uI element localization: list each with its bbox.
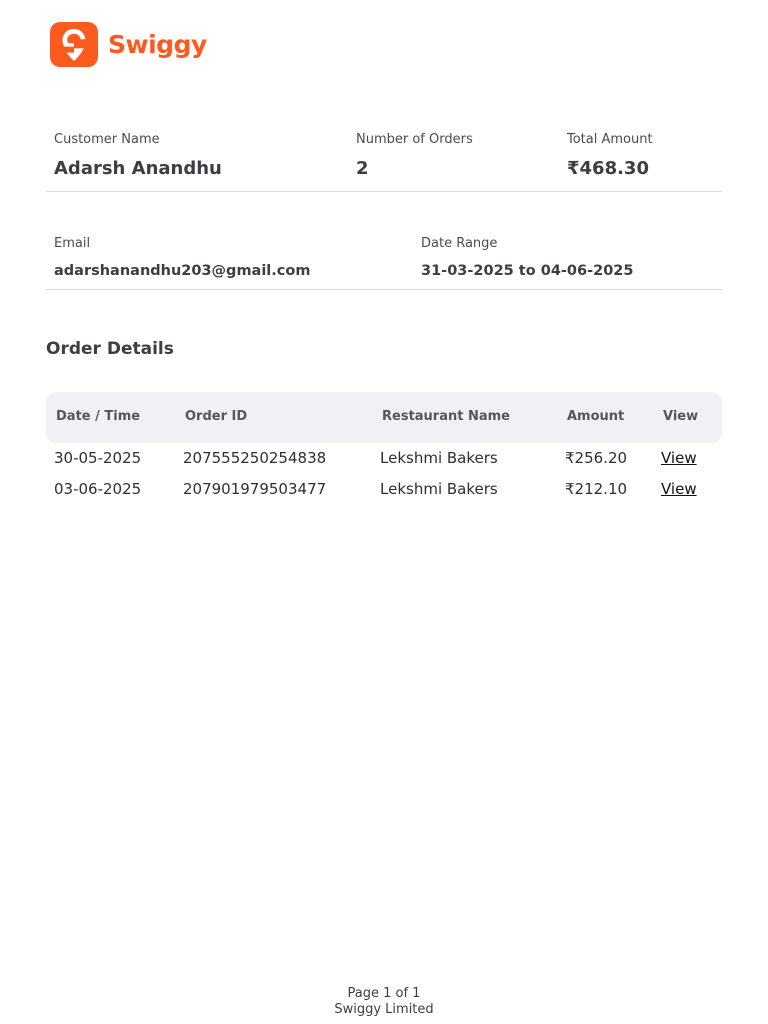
total-amount-label: Total Amount	[567, 132, 653, 147]
date-range-label: Date Range	[421, 236, 498, 251]
order-id: 207555250254838	[183, 449, 327, 467]
brand-name: Swiggy	[108, 30, 207, 59]
orders-count-label: Number of Orders	[356, 132, 473, 147]
contact-row	[46, 230, 722, 290]
order-details-title: Order Details	[46, 339, 174, 359]
orders-table	[46, 392, 722, 511]
email-value: adarshanandhu203@gmail.com	[54, 263, 311, 279]
table-row	[46, 449, 722, 480]
company-name: Swiggy Limited	[334, 1002, 434, 1017]
customer-name-label: Customer Name	[54, 132, 160, 147]
email-cell	[54, 230, 310, 279]
restaurant-name: Lekshmi Bakers	[380, 480, 498, 498]
swiggy-pin-icon	[50, 22, 98, 67]
order-amount: ₹256.20	[565, 449, 628, 467]
order-amount: ₹212.10	[565, 480, 628, 498]
table-row	[46, 480, 722, 511]
table-header	[46, 392, 722, 443]
customer-name-cell	[54, 126, 222, 179]
column-header-restaurant: Restaurant Name	[382, 409, 511, 424]
summary-row	[46, 126, 722, 192]
total-amount-cell	[567, 126, 653, 179]
order-date: 03-06-2025	[54, 480, 142, 498]
view-order-link[interactable]: View	[661, 449, 697, 467]
customer-name-value: Adarsh Anandhu	[54, 158, 222, 179]
column-header-order-id: Order ID	[185, 409, 248, 424]
email-label: Email	[54, 236, 91, 251]
total-amount-value: ₹468.30	[567, 158, 649, 179]
swiggy-logo	[50, 22, 207, 67]
page-number: Page 1 of 1	[347, 986, 421, 1001]
order-date: 30-05-2025	[54, 449, 142, 467]
column-header-amount: Amount	[567, 409, 625, 424]
orders-count-value: 2	[356, 158, 369, 179]
column-header-date: Date / Time	[56, 409, 141, 424]
page-footer	[0, 986, 768, 1018]
date-range-value: 31-03-2025 to 04-06-2025	[421, 263, 634, 279]
view-order-link[interactable]: View	[661, 480, 697, 498]
column-header-view: View	[663, 409, 699, 424]
restaurant-name: Lekshmi Bakers	[380, 449, 498, 467]
date-range-cell	[421, 230, 634, 279]
order-id: 207901979503477	[183, 480, 327, 498]
orders-count-cell	[356, 126, 473, 179]
